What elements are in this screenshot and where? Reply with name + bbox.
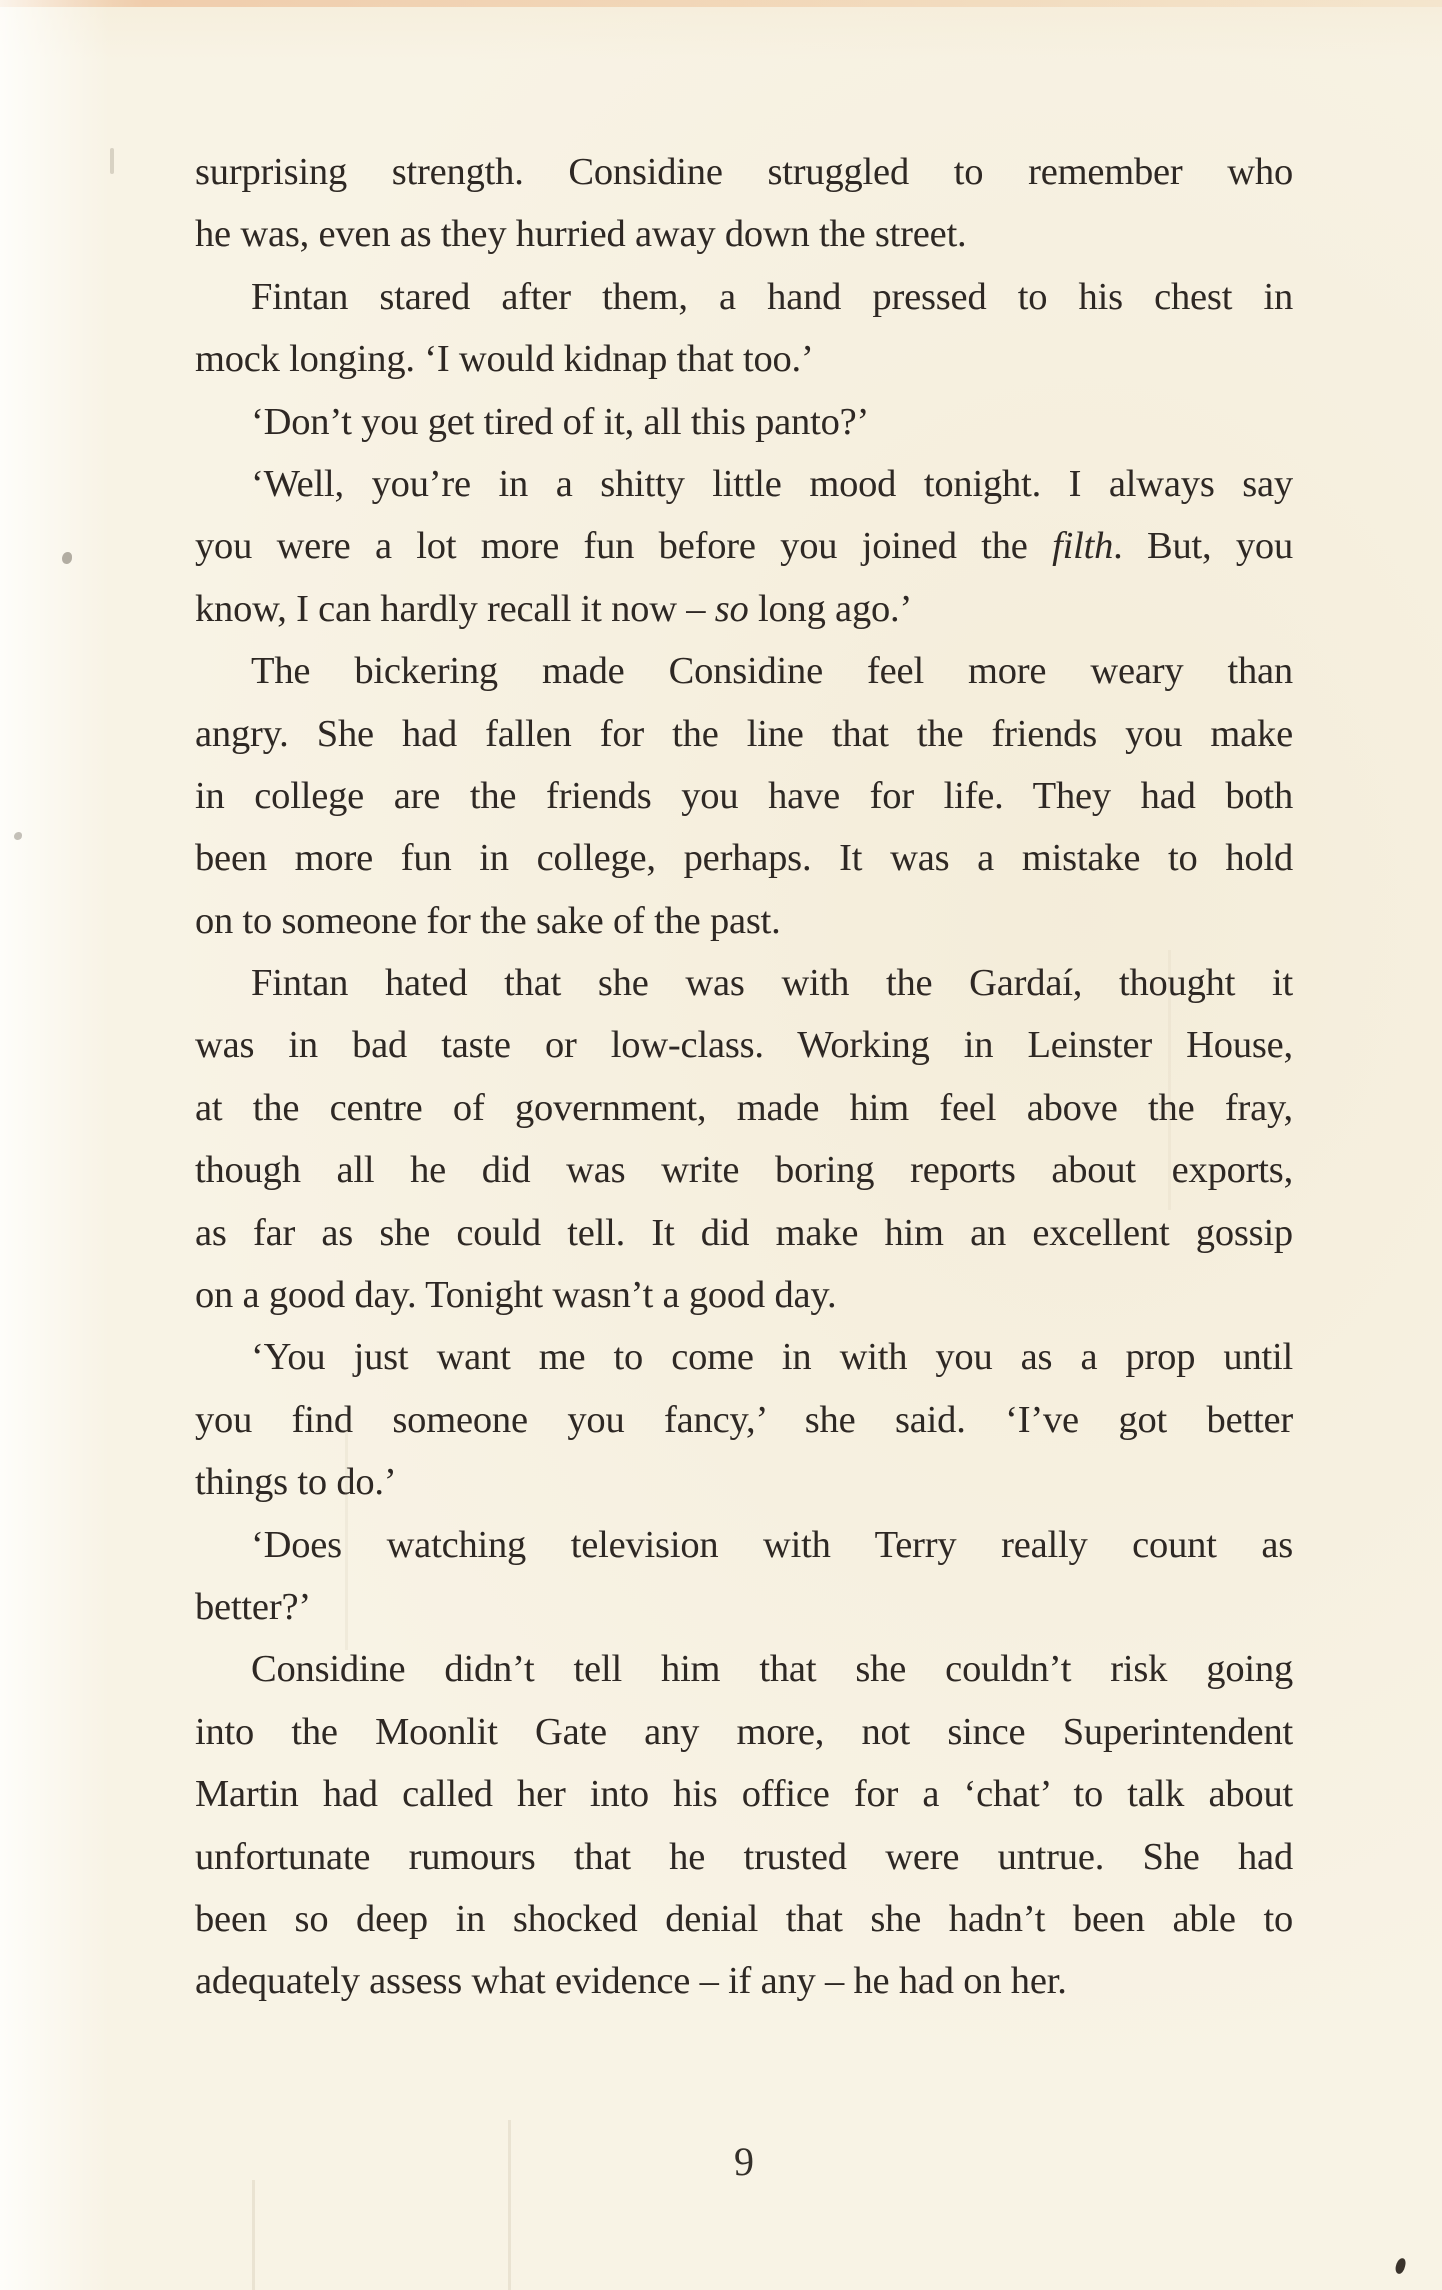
text-line: angry. She had fallen for the line that the friends you make <box>195 712 1293 755</box>
text-line: been so deep in shocked denial that she hadn’t been able to <box>195 1897 1293 1940</box>
text-line: better?’ <box>195 1585 311 1628</box>
text-line: on to someone for the sake of the past. <box>195 899 781 942</box>
text-line: as far as she could tell. It did make him an excellent gossip <box>195 1211 1293 1254</box>
scan-streak-artifact <box>252 2180 255 2290</box>
text-line: though all he did was write boring reports about exports, <box>195 1149 1293 1192</box>
text-line: The bickering made Considine feel more weary than <box>251 650 1293 693</box>
text-line: he was, even as they hurried away down the street. <box>195 213 967 256</box>
text-line: know, I can hardly recall it now – so long ago.’ <box>195 587 913 630</box>
italic-text: filth <box>1052 525 1114 568</box>
scan-streak-artifact <box>1168 950 1171 1210</box>
text-line: unfortunate rumours that he trusted were untrue. She had <box>195 1835 1293 1878</box>
text-line: Considine didn’t tell him that she couldn’t risk going <box>251 1648 1293 1691</box>
scan-speck-artifact <box>1394 2257 1406 2275</box>
text-line: on a good day. Tonight wasn’t a good day. <box>195 1274 837 1317</box>
text-line: ‘Don’t you get tired of it, all this panto?’ <box>251 400 870 443</box>
page-number: 9 <box>734 2139 754 2184</box>
page-text-block <box>195 141 1293 2013</box>
text-line: things to do.’ <box>195 1461 397 1504</box>
text-line: Martin had called her into his office for a ‘chat’ to talk about <box>195 1773 1293 1816</box>
text-line: ‘You just want me to come in with you as a prop until <box>251 1336 1293 1379</box>
text-line: in college are the friends you have for life. They had both <box>195 774 1293 817</box>
text-line: ‘Well, you’re in a shitty little mood tonight. I always say <box>251 462 1293 505</box>
text-line: Fintan hated that she was with the Gardaí, thought it <box>251 962 1293 1005</box>
text-line: was in bad taste or low-class. Working in Leinster House, <box>195 1024 1293 1067</box>
scan-streak-artifact <box>508 2120 511 2290</box>
text-line: Fintan stared after them, a hand pressed to his chest in <box>251 275 1293 318</box>
scan-speck-artifact <box>14 832 22 840</box>
scan-speck-artifact <box>110 148 114 174</box>
italic-text: so <box>714 587 749 630</box>
text-line: surprising strength. Considine struggled to remember who <box>195 151 1293 193</box>
text-line: you find someone you fancy,’ she said. ‘I’ve got better <box>195 1398 1293 1441</box>
text-line: at the centre of government, made him feel above the fray, <box>195 1086 1293 1129</box>
text-line: been more fun in college, perhaps. It was a mistake to hold <box>195 837 1293 880</box>
text-line: adequately assess what evidence – if any – he had on her. <box>195 1960 1067 2003</box>
text-line: ‘Does watching television with Terry really count as <box>251 1523 1293 1566</box>
text-line: into the Moonlit Gate any more, not since Superintendent <box>195 1710 1293 1753</box>
text-line: you were a lot more fun before you joined the filth. But, you <box>195 525 1293 568</box>
scan-streak-artifact <box>345 1430 348 1650</box>
scan-speck-artifact <box>62 552 72 564</box>
text-line: mock longing. ‘I would kidnap that too.’ <box>195 338 814 381</box>
scan-top-edge-artifact <box>0 0 1442 7</box>
